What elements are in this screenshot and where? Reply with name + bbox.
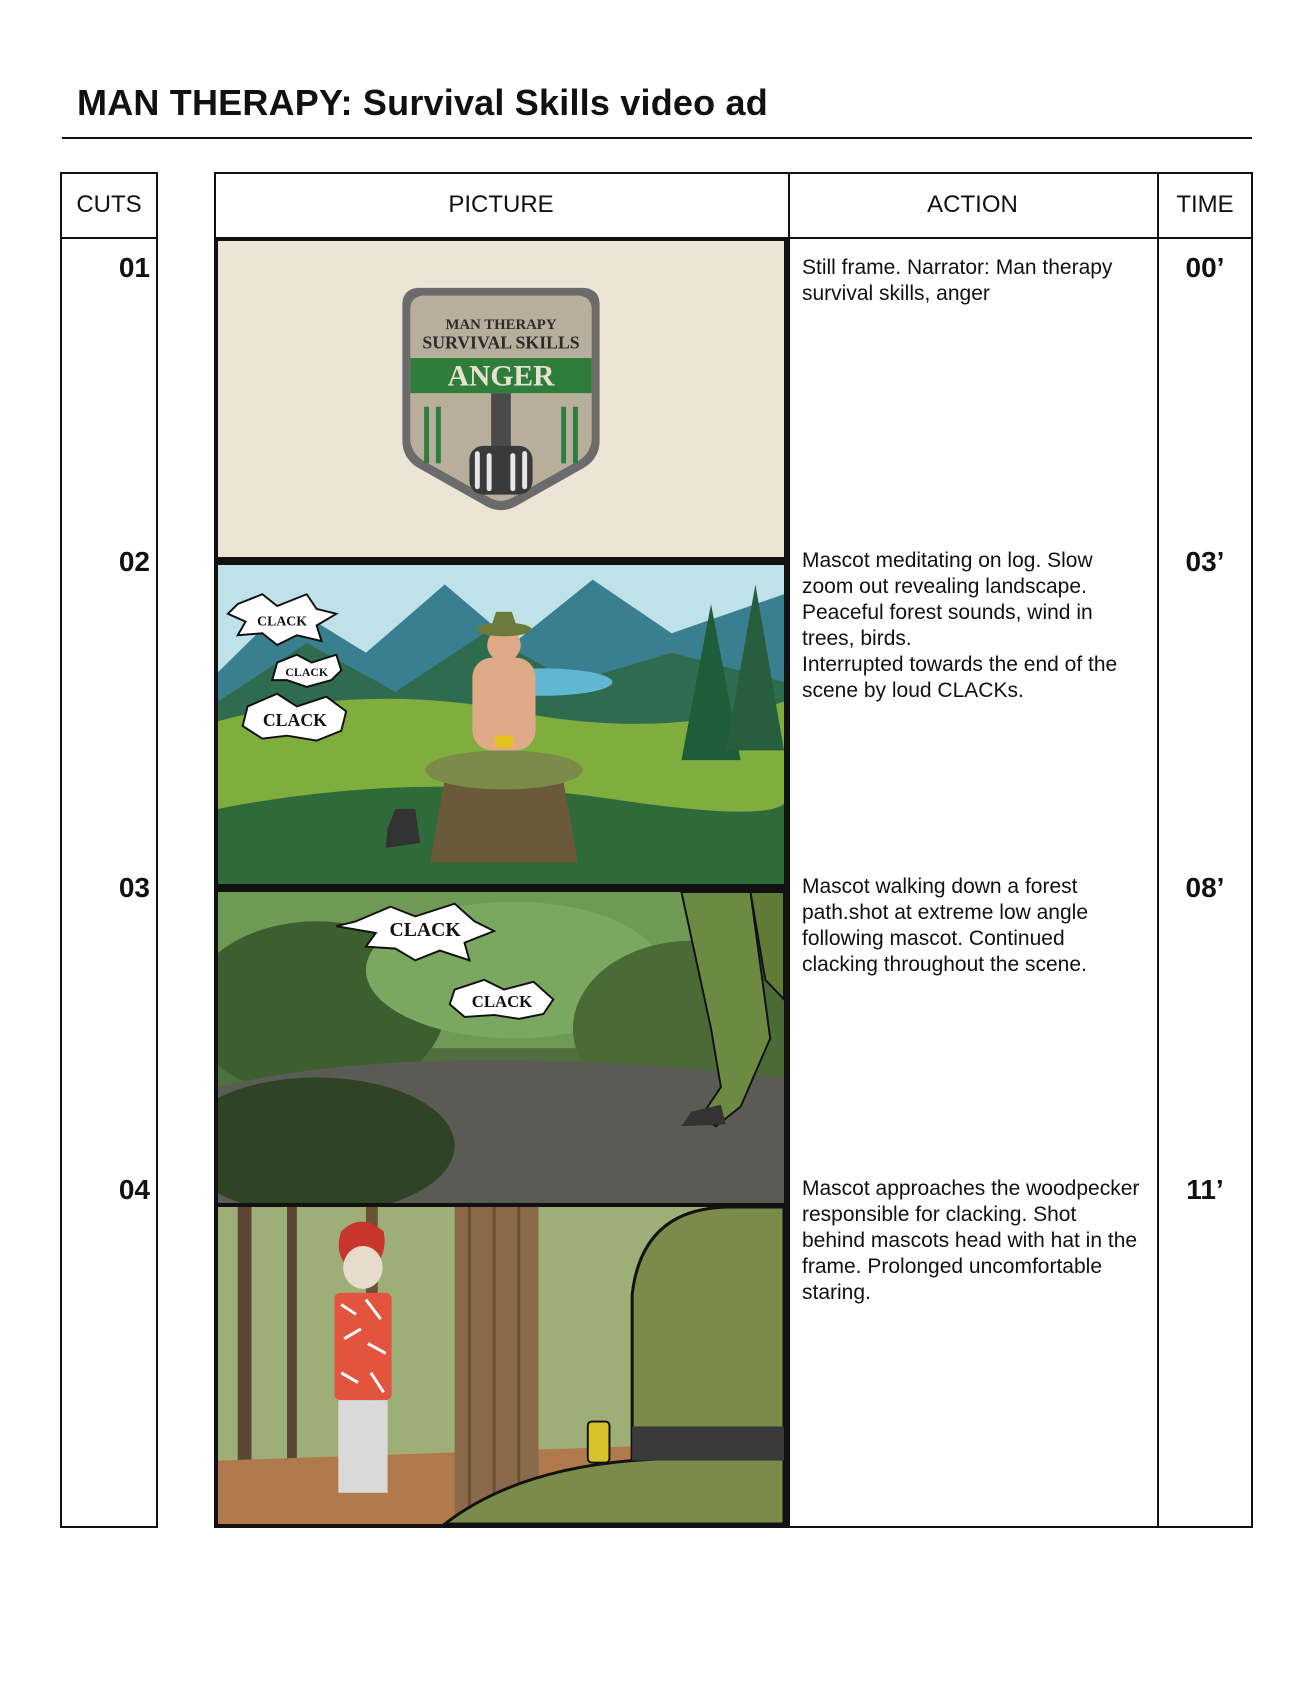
cuts-header: CUTS xyxy=(76,191,142,218)
sfx-clack: CLACK xyxy=(262,710,327,730)
time-value: 08’ xyxy=(1185,872,1225,903)
storyboard-frame-meditation xyxy=(214,561,788,888)
page-title: MAN THERAPY: Survival Skills video ad xyxy=(77,82,768,123)
action-description: Still frame. Narrator: Man therapy survival skills, anger xyxy=(802,256,1113,305)
time-value: 11’ xyxy=(1186,1174,1224,1205)
cuts-column xyxy=(60,172,158,1528)
sfx-clack: CLACK xyxy=(257,613,308,629)
badge-line-1: MAN THERAPY xyxy=(445,316,557,333)
cuts-header-rule xyxy=(60,237,158,239)
sfx-clack: CLACK xyxy=(389,919,461,941)
sfx-clack: CLACK xyxy=(471,992,533,1012)
cut-number: 04 xyxy=(118,1174,150,1205)
action-description: Mascot approaches the woodpecker responsible for clacking. Shot behind mascots head with hat in the frame. Prolonged uncomfortable staring. xyxy=(802,1177,1140,1304)
title-divider xyxy=(62,137,1252,139)
badge-line-2: SURVIVAL SKILLS xyxy=(422,332,580,353)
action-description: Mascot walking down a forest path.shot at extreme low angle following mascot. Continued clacking throughout the scene. xyxy=(802,875,1089,976)
time-header: TIME xyxy=(1176,191,1234,218)
storyboard-frame-badge xyxy=(214,237,788,561)
picture-header: PICTURE xyxy=(448,191,554,218)
action-header: ACTION xyxy=(927,191,1018,218)
sfx-clack: CLACK xyxy=(285,666,329,680)
column-divider-picture-action xyxy=(788,172,790,1528)
cut-number: 01 xyxy=(118,252,150,283)
storyboard-frame-forest-path xyxy=(214,888,788,1220)
column-divider-action-time xyxy=(1157,172,1159,1528)
action-description: Mascot meditating on log. Slow zoom out revealing landscape. Peaceful forest sounds, wind in trees, birds. Interrupted towards the end of the scene by loud CLACKs. xyxy=(802,549,1118,702)
cut-number: 02 xyxy=(118,546,150,577)
badge-line-3: ANGER xyxy=(447,360,555,393)
cut-number: 03 xyxy=(118,872,150,903)
time-value: 03’ xyxy=(1185,546,1225,577)
storyboard-frame-woodpecker xyxy=(214,1203,788,1528)
time-value: 00’ xyxy=(1185,252,1225,283)
